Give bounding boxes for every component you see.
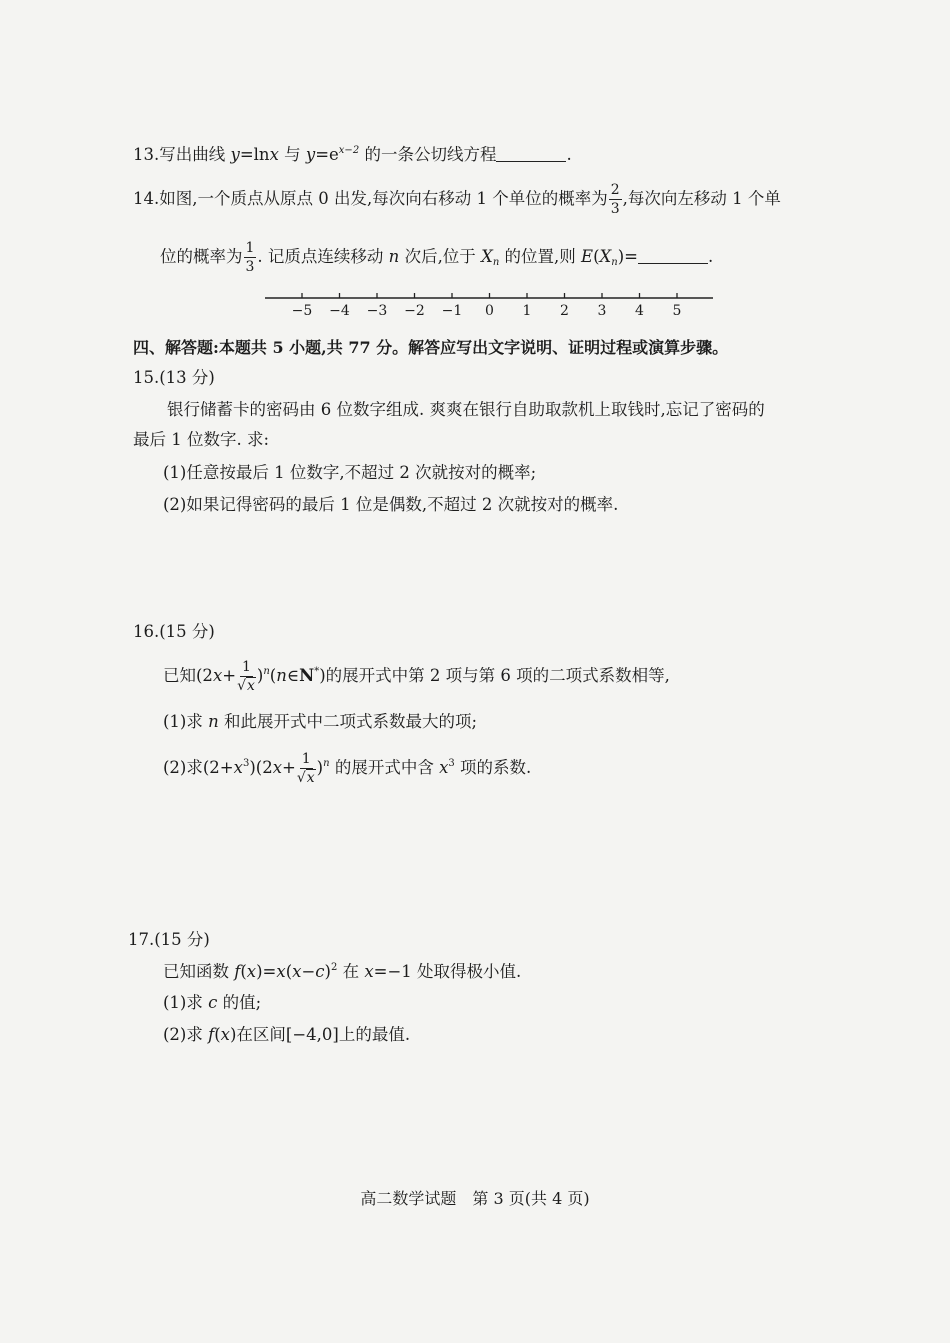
q14-frac-right-num: 2: [610, 182, 620, 198]
q14-end: .: [707, 247, 714, 266]
q16-text-2: )的展开式中第 2 项与第 6 项的二项式系数相等,: [319, 666, 670, 685]
q13-conj: 与: [284, 145, 301, 164]
q14-X-2: X: [599, 247, 612, 266]
q17-s1-c: c: [208, 993, 218, 1012]
q14-E: E: [581, 247, 594, 266]
number-line-label: 4: [635, 303, 644, 319]
q17-text-3: =−1 处取得极小值.: [373, 962, 522, 981]
question-14-line1: [133, 183, 781, 216]
q14-text-3: 位的概率为: [160, 247, 243, 266]
q16-s2-cube: 3: [242, 758, 250, 769]
question-13: [133, 146, 572, 164]
number-line-ticks: [292, 293, 682, 319]
number-line-label: 3: [597, 303, 607, 319]
q16-star: *: [314, 666, 320, 677]
q16-s2-plus: +: [282, 758, 296, 777]
q16-s1-n: n: [208, 712, 219, 731]
q14-X-sub: n: [492, 257, 500, 268]
q14-frac-left-den: 3: [245, 259, 255, 275]
q16-n: n: [276, 666, 287, 685]
q14-paren-open: (: [593, 247, 600, 266]
q14-text-5: 次后,位于: [404, 247, 476, 266]
question-14-line2: [160, 241, 713, 274]
q17-paren-2: (: [285, 962, 293, 981]
q16-s2-x-3: x: [439, 758, 449, 777]
q14-fraction-left: [244, 241, 257, 274]
q16-sqrt-x: x: [247, 678, 255, 694]
q17-paren-1: (: [240, 962, 247, 981]
number-line-label: −1: [441, 303, 463, 319]
q14-text-4: . 记质点连续移动: [257, 247, 384, 266]
sqrt-icon-2: √x: [296, 770, 315, 786]
q15-paragraph-1: 银行储蓄卡的密码由 6 位数字组成. 爽爽在银行自助取款机上取钱时,忘记了密码的: [167, 400, 765, 419]
q17-s2-text-2: )在区间[−4,0]上的最值.: [229, 1025, 411, 1044]
q13-answer-blank[interactable]: [496, 161, 566, 162]
section-4-heading: 四、解答题:本题共 5 小题,共 77 分。解答应写出文字说明、证明过程或演算步骤。: [133, 338, 729, 357]
q16-power: n: [263, 666, 270, 677]
number-line-label: 5: [672, 303, 682, 319]
q13-y1: y: [230, 145, 240, 164]
q17-text-2: 在: [342, 962, 360, 981]
number-line: [260, 287, 720, 321]
q17-eq: )=: [256, 962, 277, 981]
q17-sub-2: [163, 1027, 410, 1044]
q16-s2-cube-2: 3: [448, 758, 455, 769]
q17-square: 2: [330, 962, 338, 973]
q14-number: 14.: [133, 189, 160, 208]
q16-in-symbol: ∈: [286, 666, 300, 685]
q16-N: N: [299, 666, 315, 685]
q17-x-3: x: [292, 962, 302, 981]
number-line-label: 2: [560, 303, 569, 319]
q16-s2-text-1: (2)求(2+: [163, 758, 234, 777]
q16-s1-text-2: 和此展开式中二项式系数最大的项;: [224, 712, 478, 731]
number-line-label: −5: [291, 303, 313, 319]
q16-s2-text-3: 的展开式中含: [334, 758, 434, 777]
q14-n: n: [388, 247, 400, 266]
q14-X: X: [481, 247, 493, 266]
q16-paren: ): [256, 666, 264, 685]
q16-paren-2: (: [269, 666, 277, 685]
sqrt-icon: √x: [237, 678, 255, 694]
number-line-label: −4: [329, 303, 350, 319]
q13-prefix: 写出曲线: [159, 145, 226, 164]
q16-s2-text-2: )(2: [249, 758, 273, 777]
q15-sub-1: (1)任意按最后 1 位数字,不超过 2 次就按对的概率;: [163, 463, 537, 482]
q17-x-4: x: [364, 962, 374, 981]
q14-paren-close: )=: [617, 247, 638, 266]
q17-s1-text-1: (1)求: [163, 993, 203, 1012]
q17-minus: −: [301, 962, 316, 981]
q16-frac-num: 1: [242, 659, 251, 675]
q14-frac-left-num: 1: [245, 240, 255, 256]
number-line-label: 1: [522, 303, 532, 319]
q13-suffix: 的一条公切线方程: [364, 145, 497, 164]
q14-fraction-right: [609, 183, 622, 216]
q17-s2-x: x: [220, 1025, 230, 1044]
q16-plus: +: [222, 666, 237, 685]
q16-sub-1: [163, 714, 477, 731]
number-line-label: −3: [366, 303, 388, 319]
q17-sub-1: [163, 995, 261, 1012]
q16-header: 16.(15 分): [133, 622, 215, 641]
q16-s2-x: x: [233, 758, 243, 777]
q17-paragraph-1: [163, 963, 521, 981]
q16-text-1: 已知(2: [163, 666, 213, 685]
q16-s2-x-2: x: [272, 758, 283, 777]
number-line-label: −2: [404, 303, 425, 319]
q14-text-6: 的位置,则: [504, 247, 576, 266]
q16-sub-2: [163, 752, 531, 785]
q16-x: x: [212, 666, 223, 685]
q17-s2-paren: (: [214, 1025, 221, 1044]
q17-x-1: x: [246, 962, 257, 981]
q13-number: 13.: [133, 145, 160, 164]
q17-x-2: x: [276, 962, 286, 981]
q16-s2-fraction: [297, 752, 316, 785]
q17-s2-text-1: (2)求: [163, 1025, 203, 1044]
q16-s2-text-4: 项的系数.: [460, 758, 532, 777]
q14-X-sub-2: n: [611, 257, 618, 268]
page-footer: 高二数学试题 第 3 页(共 4 页): [360, 1189, 590, 1208]
q17-c: c: [315, 962, 325, 981]
q13-exponent: x−2: [338, 145, 360, 156]
q14-text-2: ,每次向左移动 1 个单: [622, 189, 781, 208]
q17-header: 17.(15 分): [128, 930, 210, 949]
q15-paragraph-2: 最后 1 位数字. 求:: [133, 430, 270, 449]
q13-eq1: =ln: [239, 145, 270, 164]
q15-header: 15.(13 分): [133, 368, 215, 387]
q14-frac-right-den: 3: [610, 201, 620, 217]
number-line-label: 0: [485, 303, 494, 319]
q13-end: .: [566, 145, 572, 164]
q15-sub-2: (2)如果记得密码的最后 1 位是偶数,不超过 2 次就按对的概率.: [163, 495, 619, 514]
q17-s1-text-2: 的值;: [222, 993, 262, 1012]
q13-y2: y: [305, 145, 316, 164]
q17-paren-3: ): [324, 962, 331, 981]
q16-s2-power: n: [323, 758, 330, 769]
q13-eq2: =e: [315, 145, 339, 164]
q16-fraction: [237, 660, 256, 693]
q16-s2-paren: ): [316, 758, 324, 777]
q17-f: f: [234, 962, 241, 981]
q14-answer-blank[interactable]: [638, 263, 708, 264]
q17-s2-f: f: [208, 1025, 215, 1044]
q16-paragraph-1: [163, 660, 670, 693]
q17-text-1: 已知函数: [163, 962, 229, 981]
q14-text-1: 如图,一个质点从原点 0 出发,每次向右移动 1 个单位的概率为: [159, 189, 608, 208]
q16-s2-frac-num: 1: [301, 751, 311, 767]
q16-s2-sqrt-x: x: [306, 770, 315, 786]
q13-x1: x: [269, 145, 279, 164]
q16-s1-text-1: (1)求: [163, 712, 203, 731]
